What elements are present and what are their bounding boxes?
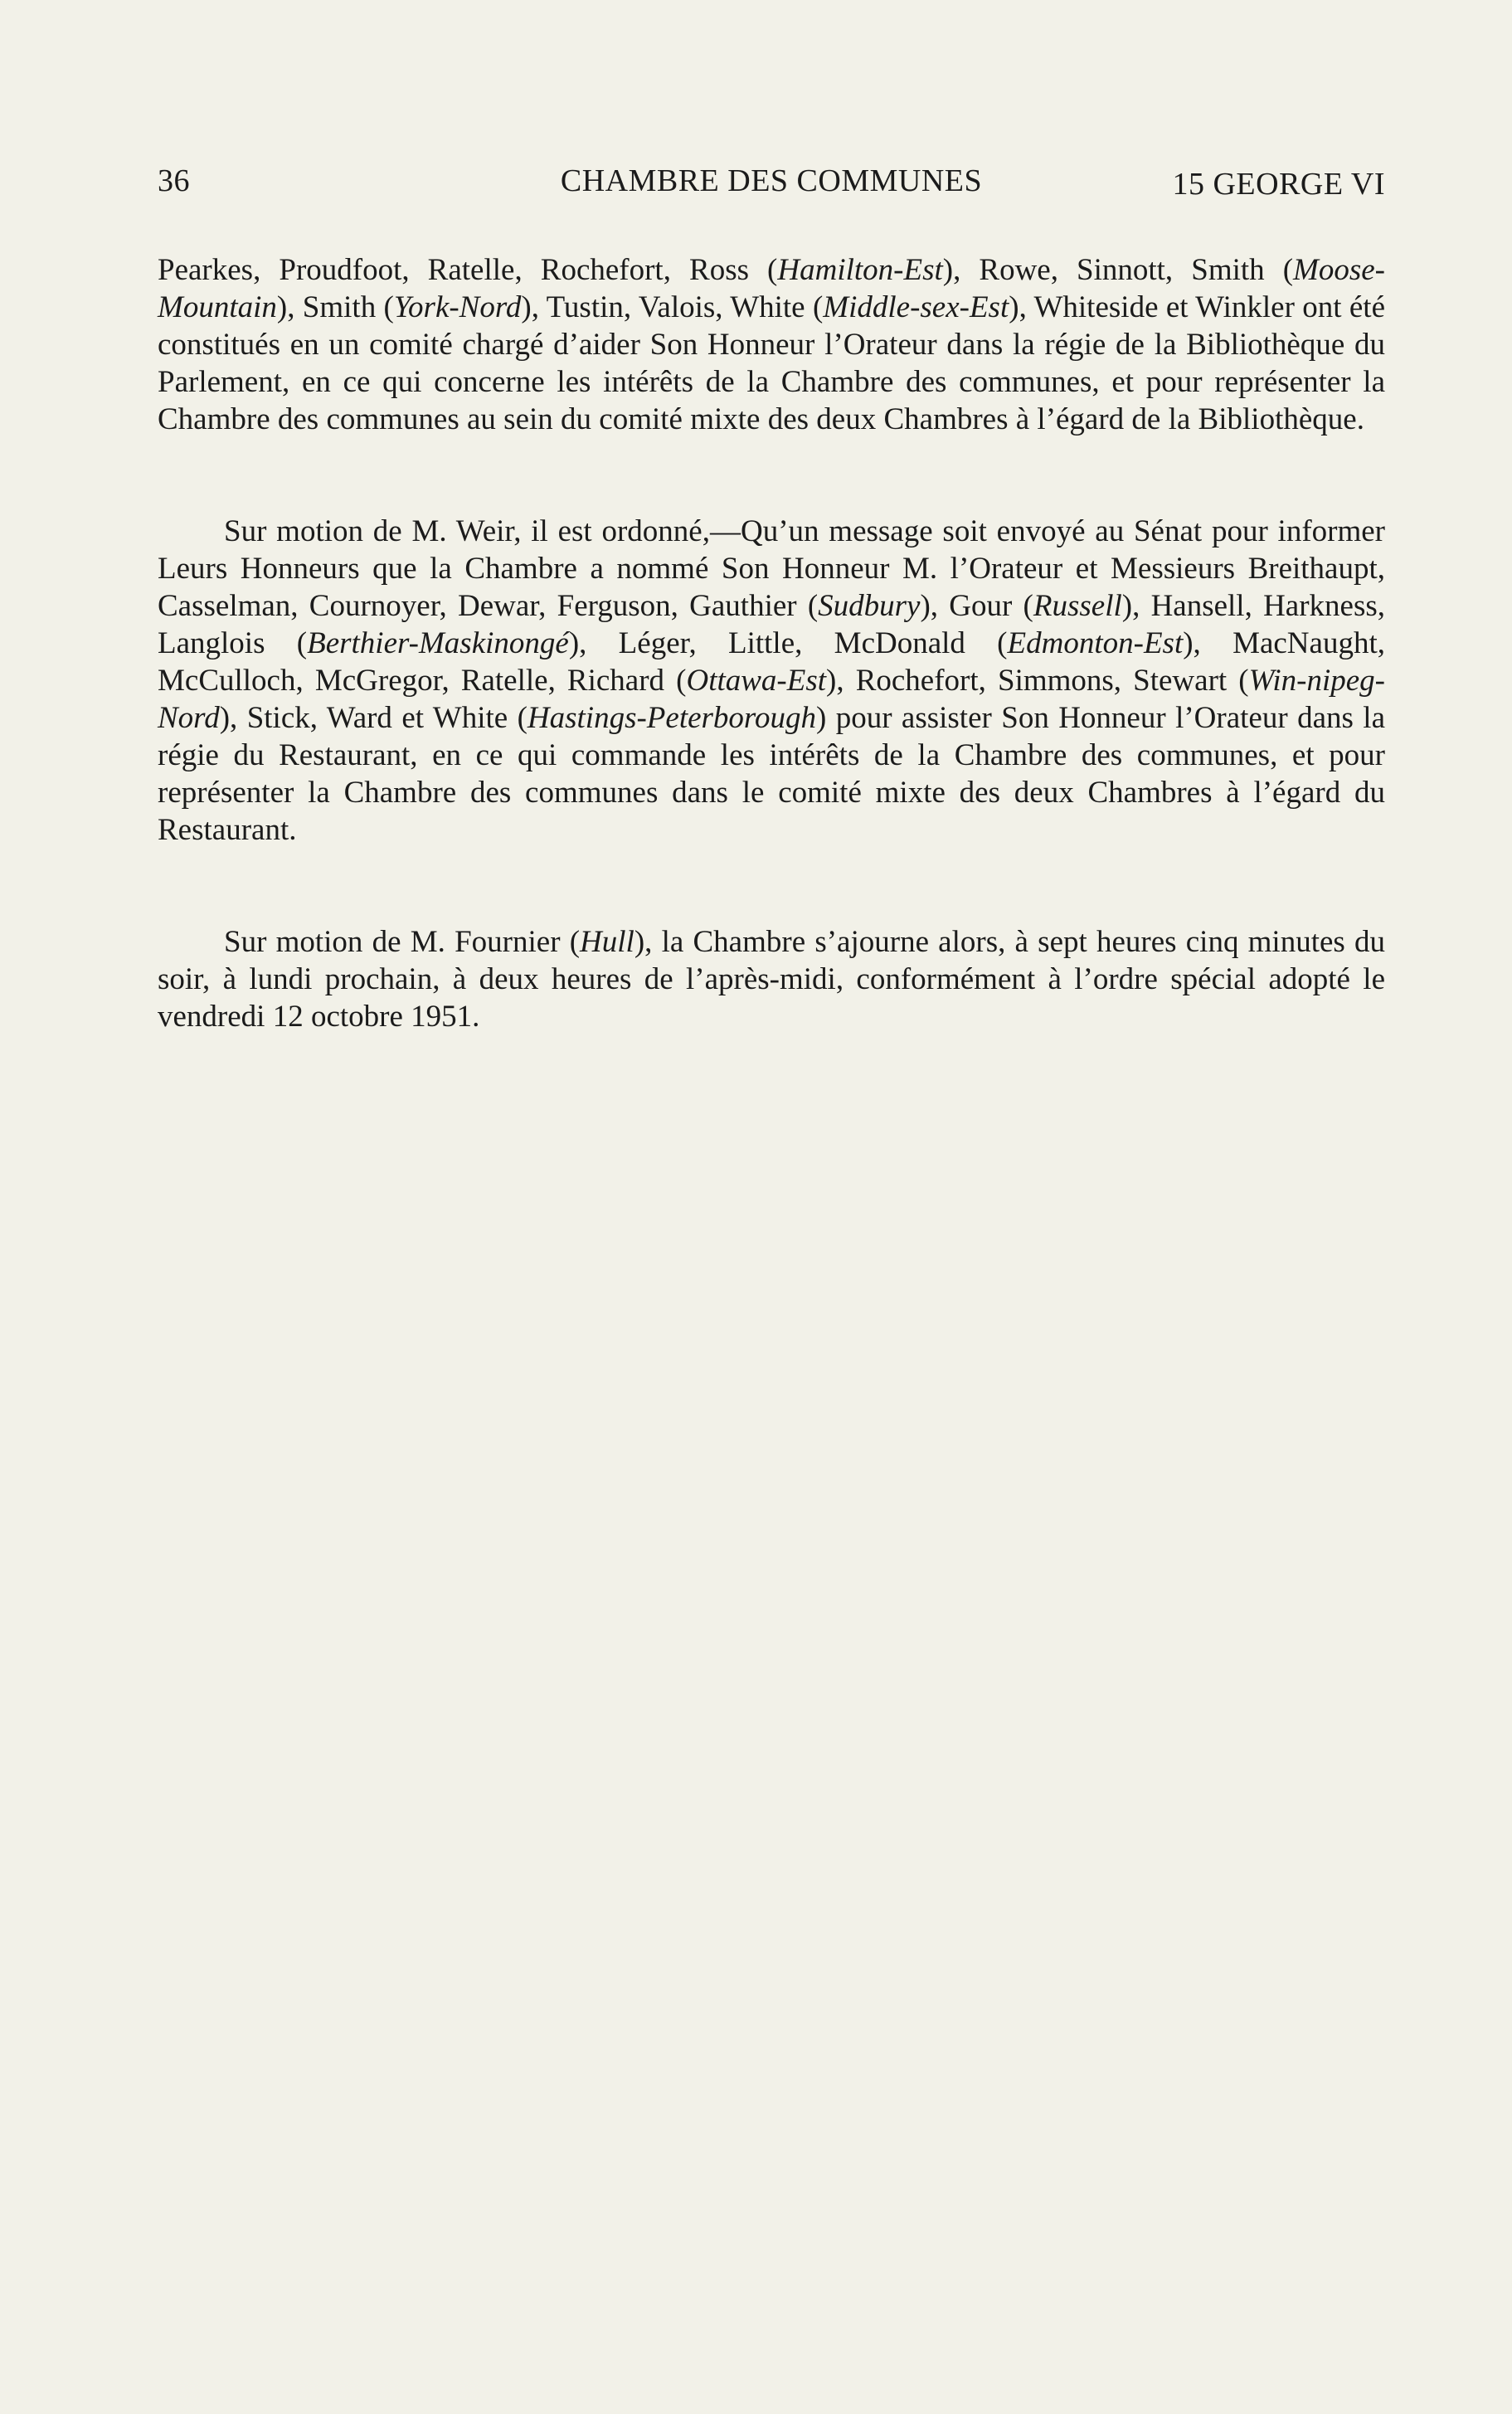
riding-name: Edmonton-Est (1007, 626, 1184, 660)
paragraph-text: ), Smith ( (276, 290, 394, 324)
paragraph-text: ), MacNaught, McCulloch, McGregor, Ratelle, Richard ( (158, 626, 1385, 698)
riding-name: Win-nipeg-Nord (158, 664, 1385, 735)
riding-name: Berthier-Maskinongé (307, 626, 569, 660)
regnal-year: 15 GEORGE VI (1172, 167, 1385, 202)
riding-name: Hull (580, 925, 634, 959)
riding-name: Hastings-Peterborough (527, 701, 816, 735)
paragraph-text: ), la Chambre s’ajourne alors, à sept heures cinq minutes du soir, à lundi prochain, à deux heures de l’après-midi, conformément à l’ordre spécial adopté le vendredi 12 octobre 1951. (158, 925, 1385, 1034)
riding-name: York-Nord (393, 290, 522, 324)
paragraph-text: Sur motion de M. Weir, il est ordonné,—Qu’un message soit envoyé au Sénat pour informer Leurs Honneurs que la Chambre a nommé Son Honneur M. l’Orateur et Messieurs Breithaupt, Casselman, Cournoyer, Dewar, Ferguson, Gauthier ( (158, 514, 1385, 623)
riding-name: Middle-sex-Est (823, 290, 1009, 324)
paragraph-restaurant-motion (158, 513, 1385, 849)
riding-name: Hamilton-Est (777, 253, 943, 287)
paragraph-adjournment (158, 923, 1385, 1035)
paragraph-text: ), Gour ( (920, 589, 1033, 623)
journal-body (158, 251, 1385, 1035)
journal-title: CHAMBRE DES COMMUNES (560, 163, 983, 198)
riding-name: Sudbury (818, 589, 921, 623)
paragraph-text: ), Rochefort, Simmons, Stewart ( (826, 664, 1249, 698)
paragraph-text: ) pour assister Son Honneur l’Orateur dans la régie du Restaurant, en ce qui commande les intérêts de la Chambre des communes, et pour représenter la Chambre des communes dans le comité mixte des deux Chambres à l’égard du Restaurant. (158, 701, 1385, 847)
page-header (158, 163, 1385, 204)
paragraph-library-committee (158, 251, 1385, 438)
paragraph-text: ), Rowe, Sinnott, Smith ( (942, 253, 1294, 287)
paragraph-text: Pearkes, Proudfoot, Ratelle, Rochefort, Ross ( (158, 253, 778, 287)
paragraph-text: Sur motion de M. Fournier ( (224, 925, 581, 959)
paragraph-text: ), Whiteside et Winkler ont été constitués en un comité chargé d’aider Son Honneur l’Orateur dans la régie de la Bibliothèque du Parlement, en ce qui concerne les intérêts de la Chambre des communes, et pour représenter la Chambre des communes au sein du comité mixte des deux Chambres à l’égard de la Bibliothèque. (158, 290, 1385, 436)
paragraph-text: ), Stick, Ward et White ( (219, 701, 527, 735)
riding-name: Russell (1033, 589, 1122, 623)
page-number: 36 (158, 163, 190, 198)
riding-name: Ottawa-Est (686, 664, 827, 698)
paragraph-text: ), Tustin, Valois, White ( (521, 290, 824, 324)
paragraph-text: ), Léger, Little, McDonald ( (568, 626, 1008, 660)
paragraph-text: ), Hansell, Harkness, Langlois ( (158, 589, 1385, 660)
riding-name: Moose-Mountain (158, 253, 1385, 324)
